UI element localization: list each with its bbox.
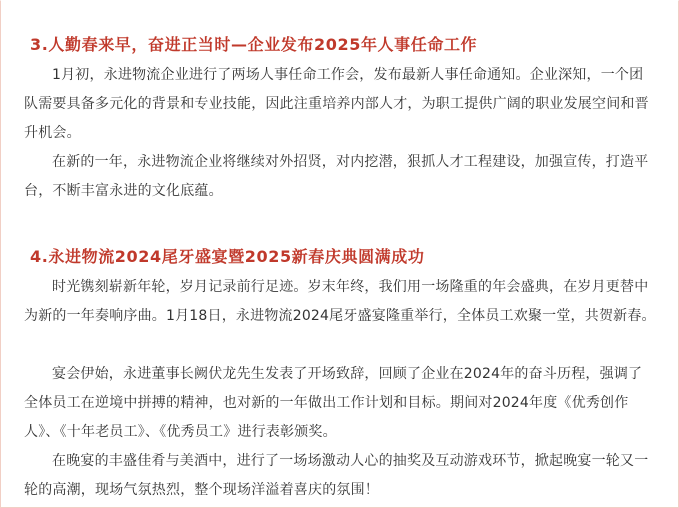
paragraph-hr-1: 1月初，永进物流企业进行了两场人事任命工作会，发布最新人事任命通知。企业深知，一个团队需要具备多元化的背景和专业技能，因此注重培养内部人才，为职工提供广阔的职业发展空间和晋升机会。	[24, 67, 649, 141]
section-heading-year-end-banquet: 4.永进物流2024尾牙盛宴暨2025新春庆典圆满成功	[30, 247, 425, 267]
paragraph-banquet-3: 在晚宴的丰盛佳肴与美酒中，进行了一场场激动人心的抽奖及互动游戏环节，掀起晚宴一轮又一轮的高潮，现场气氛热烈，整个现场洋溢着喜庆的氛围！	[24, 453, 649, 498]
paragraph-banquet-1: 时光镌刻崭新年轮，岁月记录前行足迹。岁末年终，我们用一场隆重的年会盛典，在岁月更替中为新的一年奏响序曲。1月18日，永进物流2024尾牙盛宴隆重举行，全体员工欢聚一堂，共贺新春。	[24, 279, 656, 324]
paragraph-hr-2: 在新的一年，永进物流企业将继续对外招贤，对内挖潜，狠抓人才工程建设，加强宣传，打造平台，不断丰富永进的文化底蕴。	[24, 154, 649, 199]
paragraph-banquet-2: 宴会伊始，永进董事长阙伏龙先生发表了开场致辞，回顾了企业在2024年的奋斗历程，强调了全体员工在逆境中拼搏的精神，也对新的一年做出工作计划和目标。期间对2024年度《优秀创作人》、《十年老员工》、《优秀员工》进行表彰颁奖。	[24, 366, 643, 440]
section-heading-hr-appointments: 3.人勤春来早，奋进正当时—企业发布2025年人事任命工作	[30, 35, 478, 55]
